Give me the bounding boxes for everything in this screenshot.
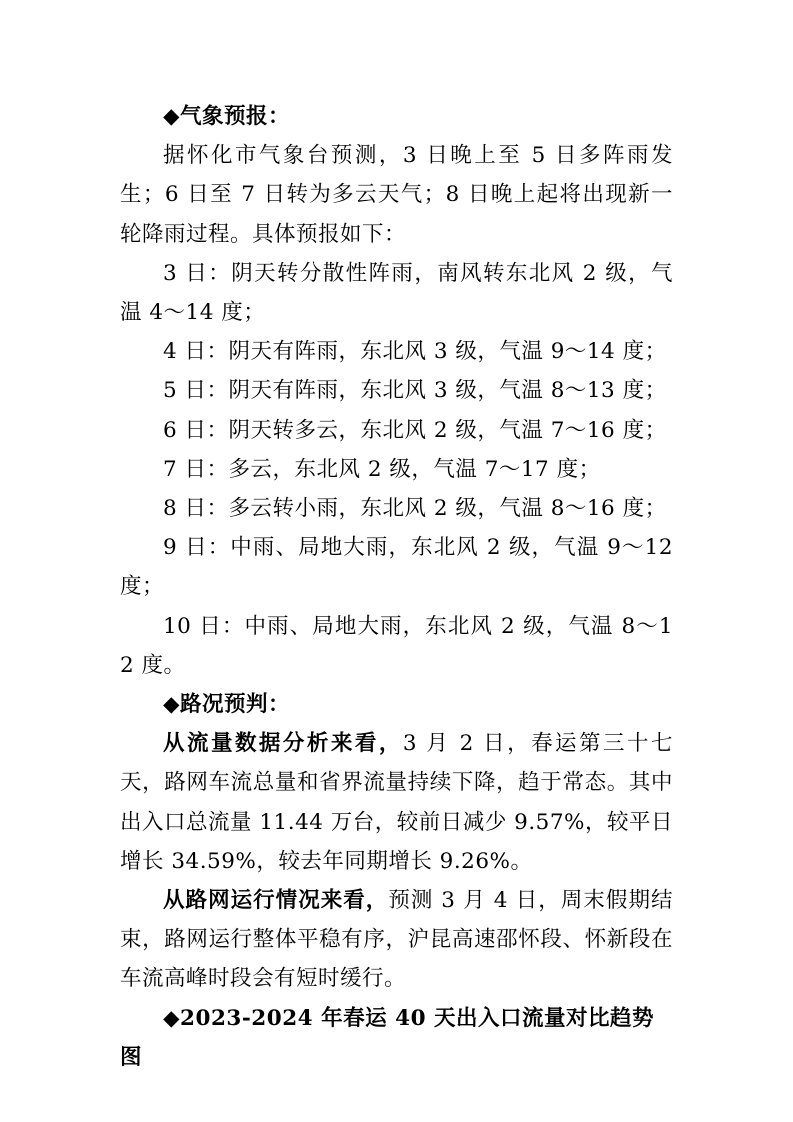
forecast-day-6: 6 日：阴天转多云，东北风 2 级，气温 7～16 度； <box>163 417 667 443</box>
forecast-day-3: 3 日：阴天转分散性阵雨，南风转东北风 2 级，气温 4～14 度； <box>120 260 673 326</box>
weather-forecast-heading: ◆气象预报： <box>163 104 291 129</box>
forecast-day-9: 9 日：中雨、局地大雨，东北风 2 级，气温 9～12 度； <box>120 535 673 600</box>
network-operation-lead: 从路网运行情况来看， <box>163 888 389 914</box>
forecast-day-4: 4 日：阴天有阵雨，东北风 3 级，气温 9～14 度； <box>163 339 667 365</box>
weather-intro-paragraph: 据怀化市气象台预测，3 日晚上至 5 日多阵雨发生；6 日至 7 日转为多云天气；8 日晚上起将出现新一轮降雨过程。具体预报如下： <box>120 143 673 247</box>
document-content <box>120 97 673 1077</box>
network-operation-text: 预测 3 月 4 日，周末假期结束，路网运行整体平稳有序，沪昆高速邵怀段、怀新段在车流高峰时段会有短时缓行。 <box>120 888 673 992</box>
network-operation-paragraph <box>120 881 673 999</box>
traffic-flow-paragraph <box>120 724 673 881</box>
forecast-day-10: 10 日：中雨、局地大雨，东北风 2 级，气温 8～12 度。 <box>120 613 673 678</box>
road-condition-heading: ◆路况预判： <box>163 692 291 718</box>
forecast-day-5: 5 日：阴天有阵雨，东北风 3 级，气温 8～13 度； <box>163 378 667 404</box>
chart-caption-heading: ◆2023-2024 年春运 40 天出入口流量对比趋势图 <box>120 1005 655 1070</box>
forecast-day-8: 8 日：多云转小雨，东北风 2 级，气温 8～16 度； <box>163 496 667 522</box>
traffic-flow-text: 3 月 2 日，春运第三十七天，路网车流总量和省界流量持续下降，趋于常态。其中出入口总流量 11.44 万台，较前日减少 9.57%，较平日增长 34.59%，较去年同期增长 9.26%。 <box>120 731 673 874</box>
traffic-flow-lead: 从流量数据分析来看， <box>163 731 403 757</box>
forecast-day-7: 7 日：多云，东北风 2 级，气温 7～17 度； <box>163 456 601 482</box>
